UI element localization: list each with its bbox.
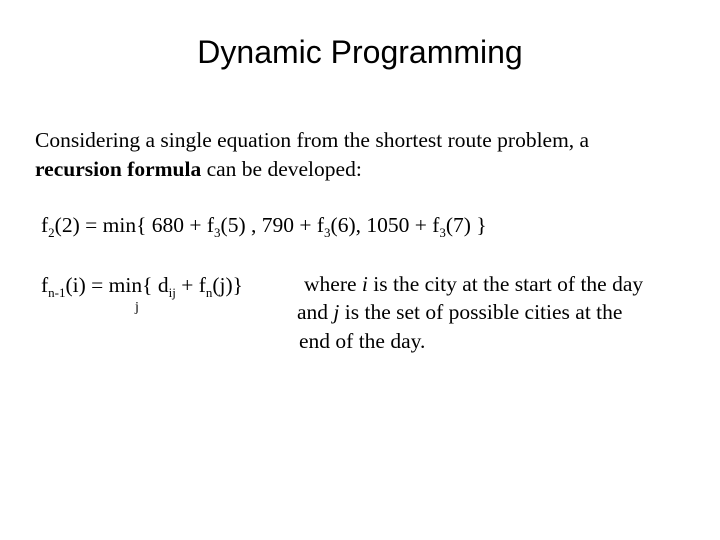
- eq1-part-3: (5) , 790 + f: [220, 213, 325, 237]
- eq1-part-5: (7) }: [445, 213, 487, 237]
- intro-bold-term: recursion formula: [35, 157, 202, 181]
- slide-title: Dynamic Programming: [197, 34, 523, 70]
- eq1-part-4: (6), 1050 + f: [330, 213, 440, 237]
- recursion-formula: [41, 270, 243, 300]
- eq2-part-3: + f: [175, 273, 206, 297]
- desc-l2-a: and: [297, 300, 334, 324]
- eq1-sub-1: 2: [48, 225, 55, 240]
- eq1-part-2: (2) = min{ 680 + f: [54, 213, 215, 237]
- eq2-sub-3: n: [205, 285, 213, 300]
- eq2-part-1: f: [41, 273, 49, 297]
- eq1-sub-2: 3: [214, 225, 221, 240]
- description-line-1: [304, 270, 643, 299]
- intro-line-2-rest: can be developed:: [201, 157, 362, 181]
- description-line-2: [297, 298, 622, 327]
- desc-var-i: i: [361, 272, 368, 296]
- description-line-3: end of the day.: [299, 329, 426, 353]
- intro-line-1: Considering a single equation from the shortest route problem, a: [35, 128, 590, 152]
- intro-paragraph: [35, 126, 589, 184]
- equation-example: [41, 210, 487, 240]
- desc-l2-b: is the set of possible cities at the: [339, 300, 623, 324]
- intro-line-2: [35, 155, 589, 184]
- desc-l1-b: is the city at the start of the day: [367, 272, 644, 296]
- eq2-part-2: (i) = min{ d: [65, 273, 169, 297]
- eq1-sub-4: 3: [439, 225, 446, 240]
- eq2-part-4: (j)}: [212, 273, 243, 297]
- eq1-part-1: f: [41, 213, 49, 237]
- eq2-sub-1: n-1: [48, 285, 66, 300]
- min-index-j: j: [135, 300, 139, 315]
- eq2-sub-2: ij: [168, 285, 176, 300]
- desc-l1-a: where: [304, 272, 362, 296]
- desc-var-j: j: [333, 300, 340, 324]
- eq1-sub-3: 3: [324, 225, 331, 240]
